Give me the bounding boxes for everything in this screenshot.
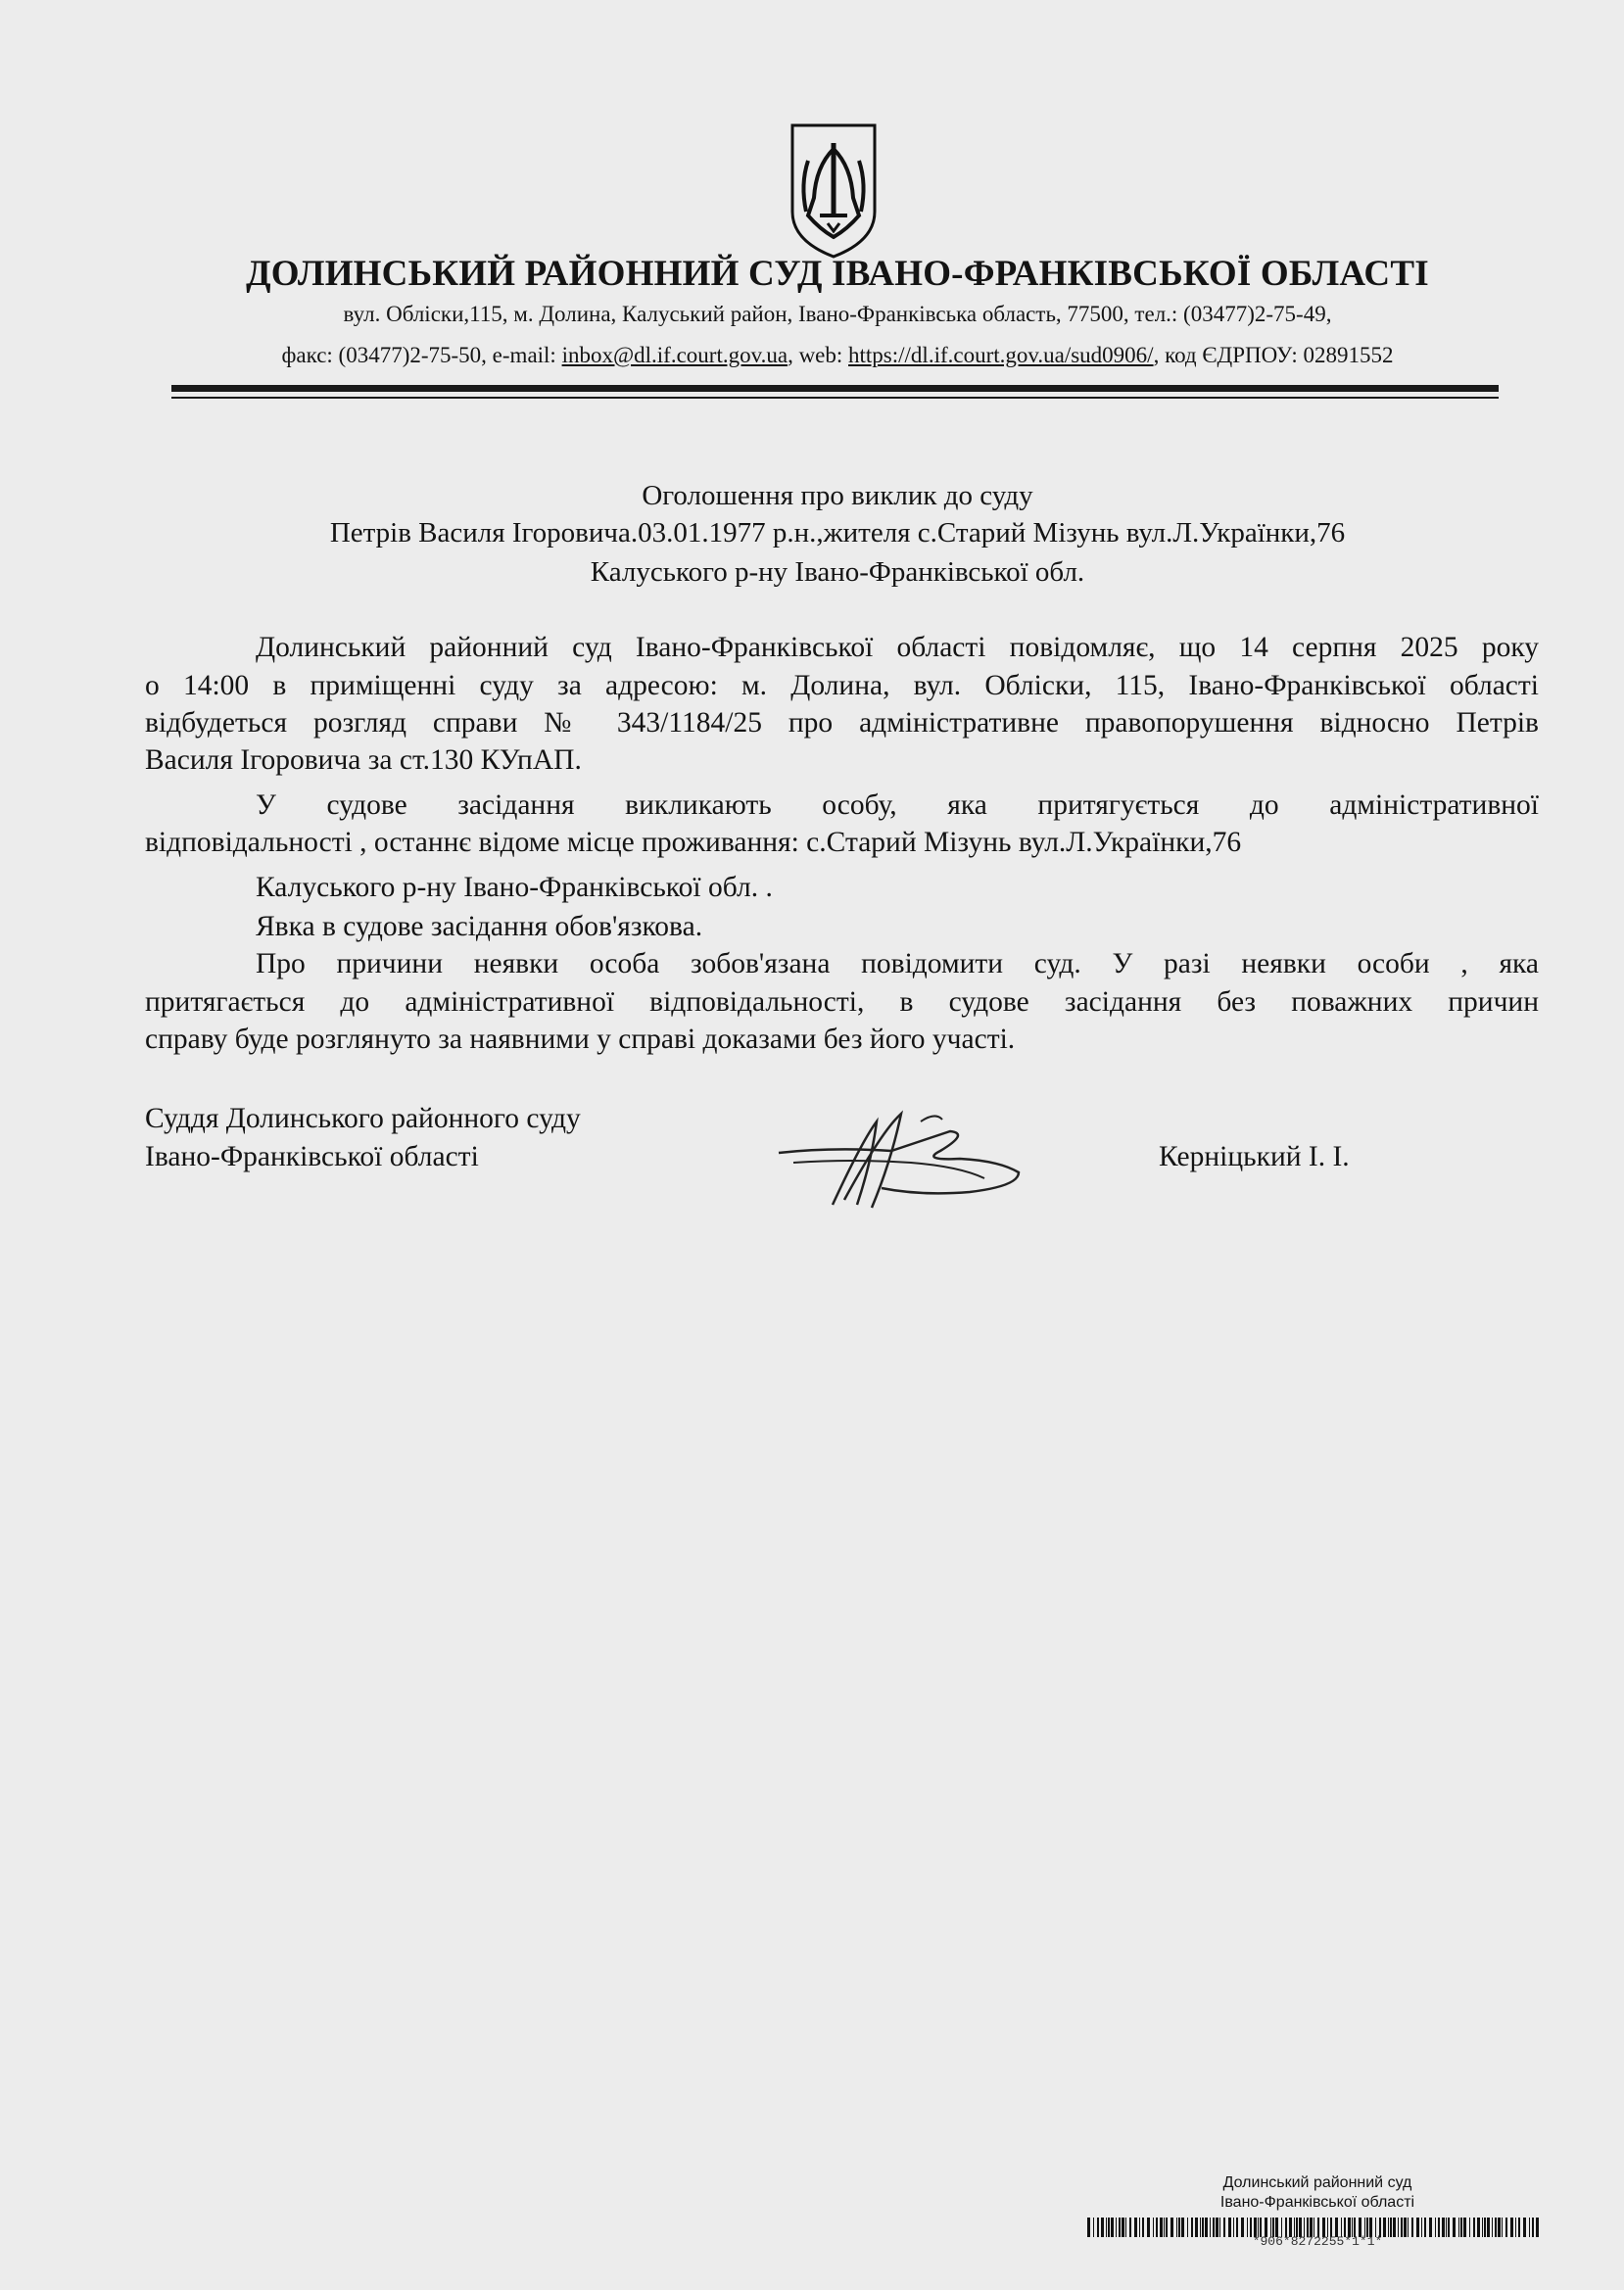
notice-person-line: Петрів Василя Ігоровича.03.01.1977 р.н.,жителя с.Старий Мізунь вул.Л.Українки,76 [329,517,1346,549]
court-contacts-line [157,343,1518,368]
stamp-court-name: Долинський районний суд [1222,2174,1412,2191]
paragraph-5-line-1: Про причини неявки особа зобов'язана повідомити суд. У разі неявки особи , яка [256,948,1539,979]
email-link[interactable]: inbox@dl.if.court.gov.ua [561,343,788,367]
stamp-region-name: Івано-Франківської області [1219,2194,1415,2211]
court-address-line: вул. Обліски,115, м. Долина, Калуський район, Івано-Франківська область, 77500, тел.: (03477)2-75-49, [343,302,1332,326]
paragraph-4: Явка в судове засідання обов'язкова. [256,911,703,942]
paragraph-2-line-1: У судове засідання викликають особу, яка притягується до адміністративної [256,789,1539,821]
header-divider-thick [171,385,1499,392]
notice-title: Оголошення про виклик до суду [642,480,1033,511]
web-prefix-text: , web: [788,343,849,367]
paragraph-1-line-3: відбудеться розгляд справи № 343/1184/25 про адміністративне правопорушення відносно Петрів [145,707,1539,739]
paragraph-5-line-3: справу буде розглянуто за наявними у справі доказами без його участі. [145,1024,1016,1055]
paragraph-1-line-4: Василя Ігоровича за ст.130 КУпАП. [145,744,582,776]
paragraph-1-line-1: Долинський районний суд Івано-Франківської області повідомляє, що 14 серпня 2025 року [256,632,1539,663]
paragraph-5-line-2: притягається до адміністративної відповідальності, в судове засідання без поважних причин [145,986,1539,1018]
handwritten-signature [774,1102,1058,1219]
judge-name: Керніцький І. І. [1159,1141,1350,1172]
barcode-number: *906*8272255*1*1* [1252,2234,1383,2249]
judge-title-line-1: Суддя Долинського районного суду [145,1103,581,1134]
paragraph-1-line-2: о 14:00 в приміщенні суду за адресою: м. Долина, вул. Обліски, 115, Івано-Франківської області [145,670,1539,701]
fax-text: факс: (03477)2-75-50, e-mail: [281,343,562,367]
notice-region-line: Калуського р-ну Івано-Франківської обл. [590,556,1085,588]
header-divider-thin [171,397,1499,399]
coat-of-arms-emblem [787,121,881,261]
court-name-heading: ДОЛИНСЬКИЙ РАЙОННИЙ СУД ІВАНО-ФРАНКІВСЬКОЇ ОБЛАСТІ [246,254,1429,294]
edrpou-code-text: , код ЄДРПОУ: 02891552 [1153,343,1394,367]
judge-title-line-2: Івано-Франківської області [145,1141,479,1172]
paragraph-3: Калуського р-ну Івано-Франківської обл. . [256,872,773,903]
paragraph-2-line-2: відповідальності , останнє відоме місце проживання: с.Старий Мізунь вул.Л.Українки,76 [145,827,1242,858]
website-link[interactable]: https://dl.if.court.gov.ua/sud0906/ [848,343,1154,367]
